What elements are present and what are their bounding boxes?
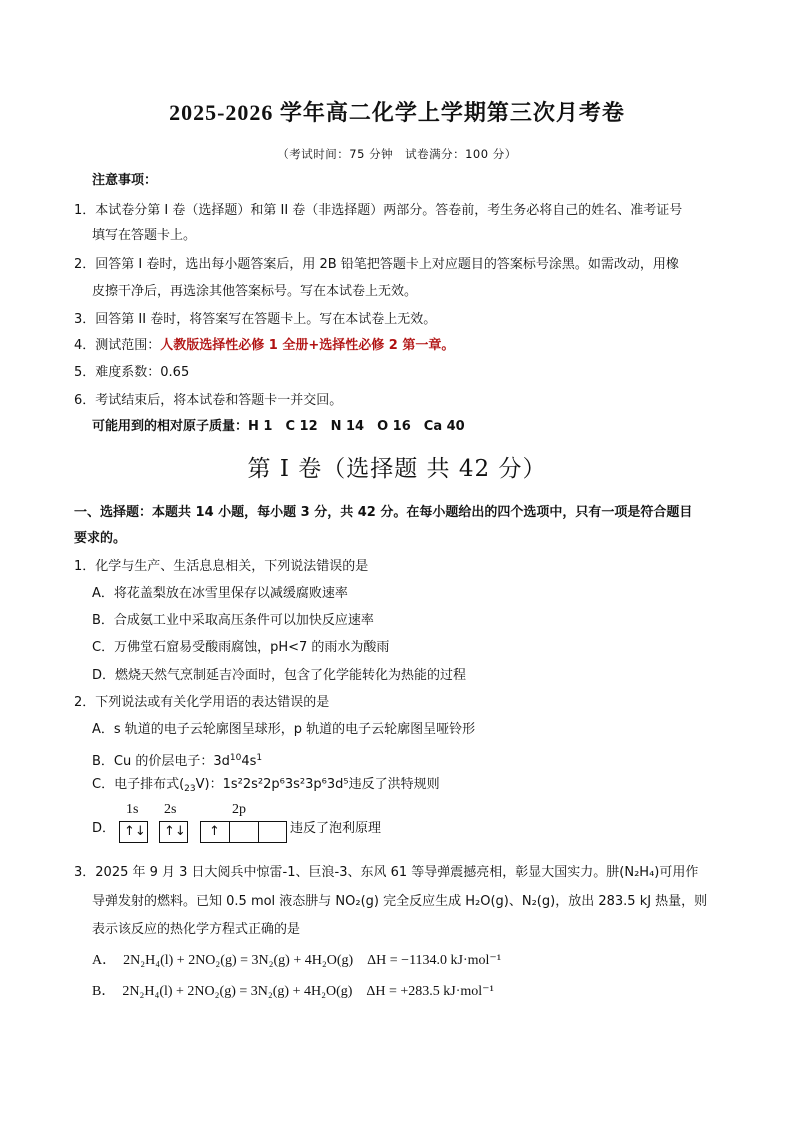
question-2-option-a: A．s 轨道的电子云轮廓图呈球形，p 轨道的电子云轮廓图呈哑铃形 [92, 722, 476, 737]
note-1-line-2: 填写在答题卡上。 [92, 228, 197, 243]
section-1-intro-line-2: 要求的。 [74, 531, 127, 546]
question-3-stem-line-1: 3．2025 年 9 月 3 日大阅兵中惊雷-1、巨浪-3、东风 61 等导弹震撼亮相，彰显大国实力。肼(N₂H₄)可用作 [74, 865, 699, 880]
option-b-exp-2: 1 [256, 753, 263, 763]
question-1-option-c: C．万佛堂石窟易受酸雨腐蚀，pH<7 的雨水为酸雨 [92, 640, 390, 655]
question-3-stem-line-2: 导弹发射的燃料。已知 0.5 mol 液态肼与 NO₂(g) 完全反应生成 H₂O(g)、N₂(g)，放出 283.5 kJ 热量，则 [92, 894, 708, 909]
note-4-scope: 人教版选择性必修 1 全册+选择性必修 2 第一章。 [160, 338, 455, 353]
question-2-option-d-label: D． [92, 821, 116, 836]
orbital-box-1s [119, 821, 148, 843]
question-1-option-d: D．燃烧天然气烹制延吉冷面时，包含了化学能转化为热能的过程 [92, 668, 467, 683]
exam-subtitle: （考试时间：75 分钟 试卷满分：100 分） [277, 147, 517, 161]
question-2-option-d-text: 违反了泡利原理 [290, 821, 382, 836]
option-b-exp-1: 10 [229, 753, 242, 763]
orbital-box-2p [200, 821, 287, 843]
option-c-config: 1s²2s²2p⁶3s²3p⁶3d⁵ [222, 777, 349, 792]
orbital-label-2p: 2p [232, 802, 246, 817]
note-1-line-1: 1．本试卷分第 I 卷（选择题）和第 II 卷（非选择题）两部分。答卷前，考生务必将自己的姓名、准考证号 [74, 203, 683, 218]
option-b-mid: 4s [241, 754, 257, 769]
option-b-prefix: B．Cu 的价层电子：3d [92, 754, 230, 769]
section-1-title: 第 I 卷（选择题 共 42 分） [247, 456, 547, 482]
question-1-option-b: B．合成氨工业中采取高压条件可以加快反应速率 [92, 613, 374, 628]
question-3-option-b: B． 2N₂H₄(l) + 2NO₂(g) = 3N₂(g) + 4H₂O(g) ΔH = +283.5 kJ·mol⁻¹ [92, 984, 494, 999]
note-4-prefix: 4．测试范围： [74, 338, 161, 353]
section-1-intro-line-1: 一、选择题：本题共 14 小题，每小题 3 分，共 42 分。在每小题给出的四个选项中，只有一项是符合题目 [74, 505, 693, 520]
option-c-prefix: C．电子排布式( [92, 777, 185, 792]
notes-heading: 注意事项： [92, 173, 158, 188]
question-3-option-a: A． 2N₂H₄(l) + 2NO₂(g) = 3N₂(g) + 4H₂O(g) ΔH = −1134.0 kJ·mol⁻¹ [92, 953, 502, 968]
exam-title: 2025-2026 学年高二化学上学期第三次月考卷 [169, 100, 625, 125]
question-2-option-b [92, 749, 262, 771]
question-2-stem: 2．下列说法或有关化学用语的表达错误的是 [74, 695, 330, 710]
orbital-label-2s: 2s [164, 802, 177, 817]
note-5: 5．难度系数：0.65 [74, 365, 190, 380]
atomic-masses: 可能用到的相对原子质量：H 1 C 12 N 14 O 16 Ca 40 [92, 419, 465, 434]
orbital-divider [229, 822, 230, 842]
question-2-option-c [92, 776, 440, 798]
option-c-atomic-number: 23 [184, 784, 196, 794]
question-3-stem-line-3: 表示该反应的热化学方程式正确的是 [92, 922, 301, 937]
question-1-option-a: A．将花盖梨放在冰雪里保存以减缓腐败速率 [92, 586, 348, 601]
option-c-element: V)： [195, 777, 223, 792]
note-4 [74, 337, 454, 355]
option-c-suffix: 违反了洪特规则 [348, 777, 440, 792]
orbital-label-1s: 1s [126, 802, 139, 817]
orbital-box-2s [159, 821, 188, 843]
note-6: 6．考试结束后，将本试卷和答题卡一并交回。 [74, 393, 343, 408]
orbital-divider [258, 822, 259, 842]
orbital-2p-electron-1: ↑ [209, 824, 220, 839]
orbital-1s-electrons: ↑↓ [124, 824, 146, 839]
question-1-stem: 1．化学与生产、生活息息相关，下列说法错误的是 [74, 559, 369, 574]
note-2-line-1: 2．回答第 I 卷时，选出每小题答案后，用 2B 铅笔把答题卡上对应题目的答案标号涂黑。如需改动，用橡 [74, 257, 679, 272]
orbital-2s-electrons: ↑↓ [164, 824, 186, 839]
note-2-line-2: 皮擦干净后，再选涂其他答案标号。写在本试卷上无效。 [92, 284, 418, 299]
note-3: 3．回答第 II 卷时，将答案写在答题卡上。写在本试卷上无效。 [74, 312, 437, 327]
